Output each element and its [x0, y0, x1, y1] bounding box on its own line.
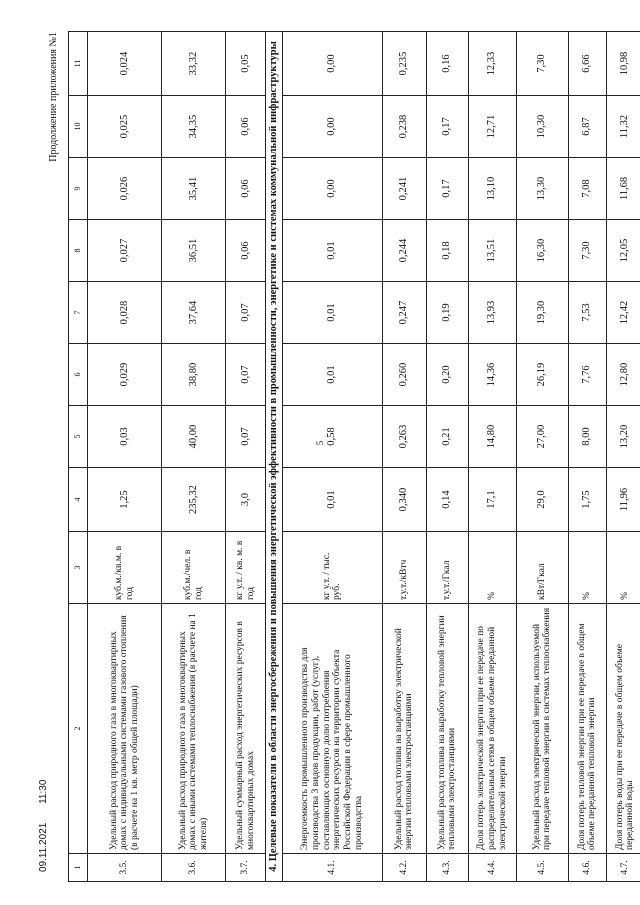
indicator-name: Доля потерь электрической энергии при ее передаче по распределительным сетям в общем объеме переданной электрической энергии	[468, 604, 516, 854]
unit-cell: кг у.т. / кв. м. в год	[226, 532, 266, 604]
value-cell: 10,98	[606, 32, 640, 96]
value-cell: 0,16	[426, 32, 468, 96]
value-cell: 17,1	[468, 468, 516, 532]
value-cell: 14,80	[468, 406, 516, 468]
table-row	[88, 32, 162, 882]
value-cell: 19,30	[516, 282, 568, 344]
col-header: 11	[69, 32, 88, 96]
value-cell: 3,0	[226, 468, 266, 532]
indicator-name: Доля потерь тепловой энергии при ее передаче в общем объеме переданной тепловой энергии	[568, 604, 606, 854]
value-cell: 0,00	[282, 32, 382, 96]
value-cell: 0,03	[88, 406, 162, 468]
indicator-name: Удельный суммарный расход энергетических ресурсов в многоквартирных домах	[226, 604, 266, 854]
table-body-industry	[282, 32, 640, 882]
value-cell: 13,93	[468, 282, 516, 344]
value-cell: 0,025	[88, 96, 162, 158]
value-cell: 0,07	[226, 406, 266, 468]
unit-cell: т.у.т./Гкал	[426, 532, 468, 604]
indicator-name: Удельный расход топлива на выработку тепловой энергии тепловыми электростанциями	[426, 604, 468, 854]
col-header: 8	[69, 220, 88, 282]
value-cell: 0,06	[226, 96, 266, 158]
value-cell: 12,05	[606, 220, 640, 282]
table-row	[382, 32, 426, 882]
value-cell: 0,340	[382, 468, 426, 532]
table-row	[468, 32, 516, 882]
value-cell: 0,07	[226, 344, 266, 406]
row-index: 4.5.	[516, 854, 568, 882]
indicator-name: Энергоемкость промышленного производства для производства 3 видов продукции, работ (услуг), составляющих основную долю потребления энергетических ресурсов на территории субъекта Российской Федерации в сфере промышленного производства	[282, 604, 382, 854]
appendix-caption: Продолжение приложения №1	[48, 32, 59, 162]
value-cell: 1,75	[568, 468, 606, 532]
value-cell: 13,30	[516, 158, 568, 220]
value-cell: 16,30	[516, 220, 568, 282]
indicator-name: Удельный расход топлива на выработку электрической энергии тепловыми электростанциями	[382, 604, 426, 854]
value-cell: 0,241	[382, 158, 426, 220]
footer-date: 09.11.2021	[38, 822, 49, 872]
value-cell: 0,01	[282, 282, 382, 344]
section-heading-row	[266, 32, 283, 882]
value-cell: 36,51	[162, 220, 226, 282]
value-cell: 12,42	[606, 282, 640, 344]
value-cell: 0,028	[88, 282, 162, 344]
value-cell: 11,32	[606, 96, 640, 158]
unit-cell: %	[606, 532, 640, 604]
col-header: 6	[69, 344, 88, 406]
value-cell: 0,17	[426, 158, 468, 220]
value-cell: 0,07	[226, 282, 266, 344]
indicators-table	[68, 31, 640, 882]
unit-cell: т.у.т./кВтч	[382, 532, 426, 604]
unit-cell: кг у.т. / тыс. руб.	[282, 532, 382, 604]
value-cell: 33,32	[162, 32, 226, 96]
value-cell: 29,0	[516, 468, 568, 532]
row-index: 4.4.	[468, 854, 516, 882]
value-cell: 6,66	[568, 32, 606, 96]
table-row	[426, 32, 468, 882]
table-row	[282, 32, 382, 882]
value-cell: 0,238	[382, 96, 426, 158]
unit-cell: куб.м./чел. в год	[162, 532, 226, 604]
value-cell: 12,80	[606, 344, 640, 406]
col-header: 2	[69, 604, 88, 854]
col-header: 1	[69, 854, 88, 882]
column-number-row	[69, 32, 88, 882]
indicator-name: Удельный расход природного газа в многоквартирных домах с иными системами теплоснабжения (в расчете на 1 жителя)	[162, 604, 226, 854]
value-cell: 0,06	[226, 220, 266, 282]
value-cell: 0,260	[382, 344, 426, 406]
footer-time: 11:30	[38, 779, 49, 804]
col-header: 4	[69, 468, 88, 532]
value-cell: 10,30	[516, 96, 568, 158]
value-cell: 0,235	[382, 32, 426, 96]
value-cell: 7,08	[568, 158, 606, 220]
value-cell: 7,53	[568, 282, 606, 344]
value-cell: 0,024	[88, 32, 162, 96]
value-cell: 7,30	[516, 32, 568, 96]
value-cell: 1,25	[88, 468, 162, 532]
value-cell: 0,01	[282, 468, 382, 532]
value-cell: 0,244	[382, 220, 426, 282]
indicator-name: Удельный расход природного газа в многоквартирных домах с индивидуальными системами газового отопления (в расчете на 1 кв. метр общей площади)	[88, 604, 162, 854]
value-cell: 38,80	[162, 344, 226, 406]
row-index: 4.3.	[426, 854, 468, 882]
value-cell: 12,33	[468, 32, 516, 96]
row-index: 3.5.	[88, 854, 162, 882]
value-cell: 235,32	[162, 468, 226, 532]
col-header: 7	[69, 282, 88, 344]
value-cell: 13,10	[468, 158, 516, 220]
value-cell: 0,19	[426, 282, 468, 344]
indicator-name: Доля потерь воды при ее передаче в общем объеме переданной воды	[606, 604, 640, 854]
value-cell: 0,05	[226, 32, 266, 96]
value-cell: 13,20	[606, 406, 640, 468]
footer-timestamp	[38, 764, 49, 872]
value-cell: 35,41	[162, 158, 226, 220]
table-body-section4-heading	[266, 32, 283, 882]
value-cell: 0,21	[426, 406, 468, 468]
value-cell: 0,58	[282, 406, 382, 468]
value-cell: 7,30	[568, 220, 606, 282]
value-cell: 0,06	[226, 158, 266, 220]
value-cell: 0,18	[426, 220, 468, 282]
section-4-title: 4. Целевые показатели в области энергосбережения и повышения энергетической эффективности в промышленности, энергетике и системах коммунальной инфраструктуры	[266, 32, 283, 882]
rotated-table-wrapper	[48, 32, 636, 882]
row-index: 4.1.	[282, 854, 382, 882]
value-cell: 0,01	[282, 344, 382, 406]
table-body-residential	[88, 32, 266, 882]
value-cell: 0,263	[382, 406, 426, 468]
value-cell: 13,51	[468, 220, 516, 282]
unit-cell: кВт/Гкал	[516, 532, 568, 604]
value-cell: 37,64	[162, 282, 226, 344]
value-cell: 0,01	[282, 220, 382, 282]
table-row	[162, 32, 226, 882]
value-cell: 0,027	[88, 220, 162, 282]
table-row	[226, 32, 266, 882]
value-cell: 0,026	[88, 158, 162, 220]
value-cell: 6,87	[568, 96, 606, 158]
value-cell: 14,36	[468, 344, 516, 406]
value-cell: 11,96	[606, 468, 640, 532]
value-cell: 0,00	[282, 96, 382, 158]
value-cell: 0,247	[382, 282, 426, 344]
unit-cell: %	[468, 532, 516, 604]
row-index: 4.2.	[382, 854, 426, 882]
value-cell: 26,19	[516, 344, 568, 406]
value-cell: 12,71	[468, 96, 516, 158]
value-cell: 27,00	[516, 406, 568, 468]
col-header: 5	[69, 406, 88, 468]
table-row	[568, 32, 606, 882]
table-row	[606, 32, 640, 882]
unit-cell: куб.м./кв.м. в год	[88, 532, 162, 604]
row-index: 3.6.	[162, 854, 226, 882]
value-cell: 40,00	[162, 406, 226, 468]
value-cell: 0,17	[426, 96, 468, 158]
col-header: 10	[69, 96, 88, 158]
value-cell: 7,76	[568, 344, 606, 406]
col-header: 9	[69, 158, 88, 220]
row-index: 4.7.	[606, 854, 640, 882]
indicator-name: Удельный расход электрической энергии, используемой при передаче тепловой энергии в системах теплоснабжения	[516, 604, 568, 854]
page-number: 5	[315, 440, 325, 446]
row-index: 3.7.	[226, 854, 266, 882]
value-cell: 11,68	[606, 158, 640, 220]
value-cell: 8,00	[568, 406, 606, 468]
col-header: 3	[69, 532, 88, 604]
row-index: 4.6.	[568, 854, 606, 882]
value-cell: 34,35	[162, 96, 226, 158]
value-cell: 0,20	[426, 344, 468, 406]
value-cell: 0,00	[282, 158, 382, 220]
value-cell: 0,029	[88, 344, 162, 406]
unit-cell: %	[568, 532, 606, 604]
table-row	[516, 32, 568, 882]
value-cell: 0,14	[426, 468, 468, 532]
